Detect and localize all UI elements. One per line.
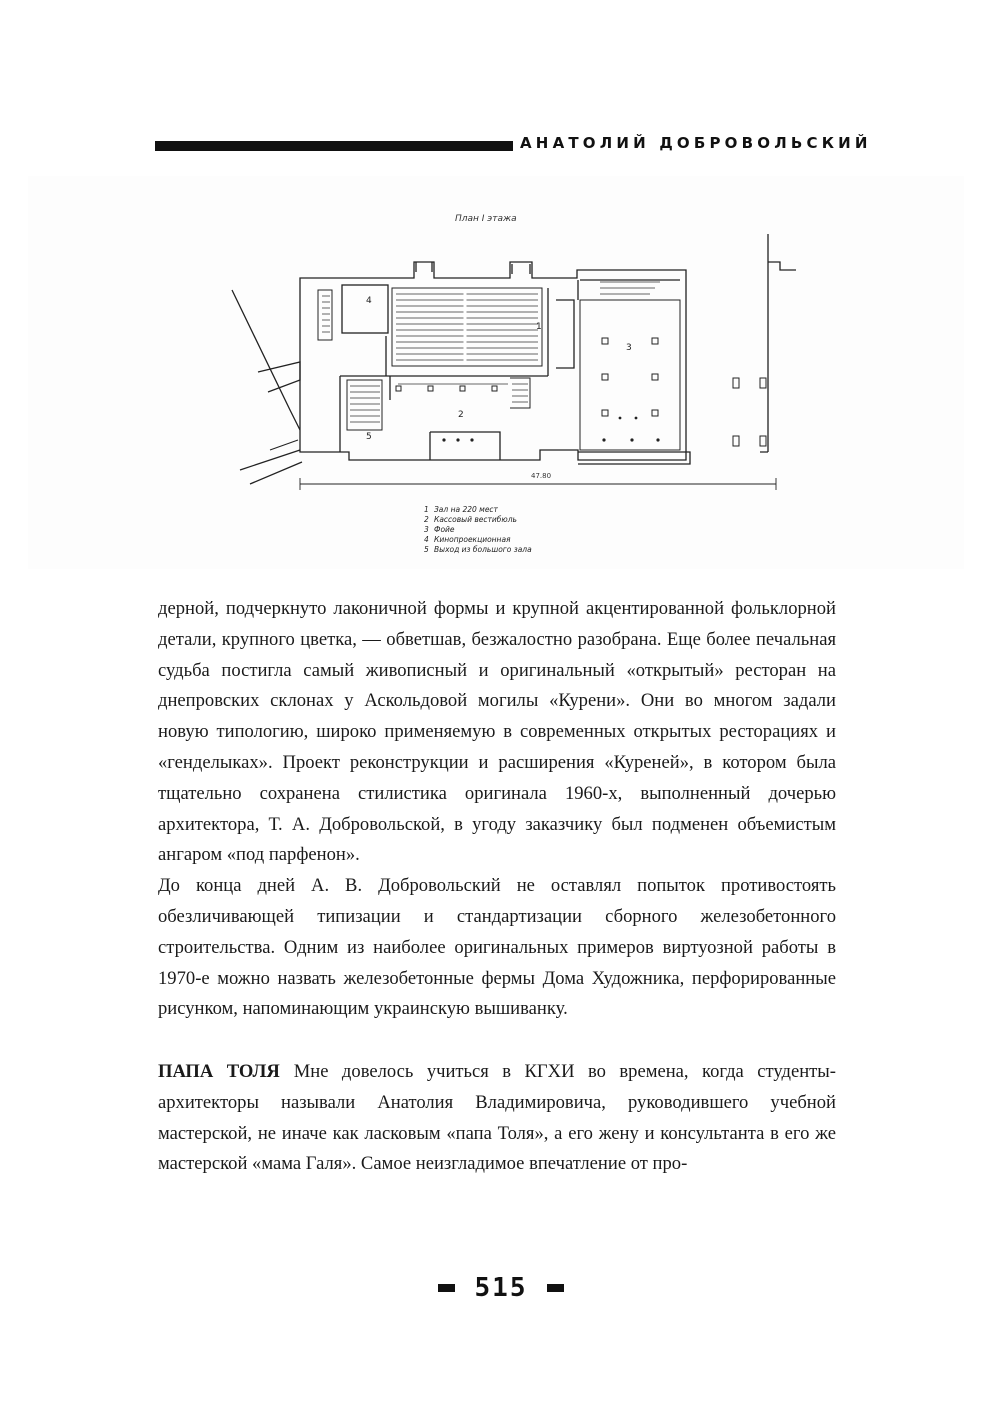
- plan-title: План I этажа: [455, 214, 517, 224]
- plan-legend: [424, 505, 532, 555]
- dimension-label: 47.80: [531, 472, 552, 480]
- room-number-4: 4: [366, 296, 372, 306]
- room-number-1: 1: [536, 322, 542, 332]
- footer-bar-left: [438, 1284, 455, 1292]
- legend-item: 3 Фойе: [424, 525, 455, 534]
- room-number-5: 5: [366, 432, 372, 442]
- body-text: [158, 594, 836, 1025]
- room-number-2: 2: [458, 410, 464, 420]
- page-number: 515: [474, 1273, 528, 1303]
- section-heading: ПАПА ТОЛЯ: [158, 1061, 280, 1082]
- running-title: АНАТОЛИЙ ДОБРОВОЛЬСКИЙ: [520, 134, 872, 152]
- room-number-3: 3: [626, 343, 632, 353]
- paragraph-3-container: [158, 1057, 836, 1180]
- section-papa-tolya: [158, 1057, 836, 1180]
- legend-item: 1 Зал на 220 мест: [424, 505, 498, 514]
- paragraph-2: До конца дней А. В. Добровольский не оставлял попыток противостоять обезличивающей типизации и стандартизации сборного железобетонного строительства. Одним из наиболее оригинальных примеров виртуозной работы в 1970-е можно назвать железобетонные фермы Дома Художника, перфорированные рисунком, напоминающим украинскую вышиванку.: [158, 875, 836, 1020]
- paragraph-3: Мне довелось учиться в КГХИ во времена, когда студенты-архитекторы называли Анатолия Владимировича, руководившего учебной мастерской, не иначе как ласковым «папа Толя», а его жену и консультанта в его же мастерской «мама Галя». Самое неизгладимое впечатление от про-: [158, 1061, 836, 1175]
- legend-item: 5 Выход из большого зала: [424, 545, 532, 554]
- footer-bar-right: [547, 1284, 564, 1292]
- paragraph-1: дерной, подчеркнуто лаконичной формы и крупной акцентированной фольклорной детали, крупного цветка, — обветшав, безжалостно разобрана. Еще более печальная судьба постигла самый живописный и оригинальный «открытый» ресторан на днепровских склонах у Аскольдовой могилы «Курени». Они во многом задали новую типологию, широко применяемую в современных открытых ресторациях и «генделыках». Проект реконструкции и расширения «Куреней», в котором была тщательно сохранена стилистика оригинала 1960-х, выполненный дочерью архитектора, Т. А. Добровольской, в угоду заказчику был подменен объемистым ангаром «под парфенон».: [158, 598, 836, 866]
- page-footer: [438, 1271, 564, 1305]
- legend-item: 2 Кассовый вестибюль: [424, 515, 517, 524]
- legend-item: 4 Кинопроекционная: [424, 535, 511, 544]
